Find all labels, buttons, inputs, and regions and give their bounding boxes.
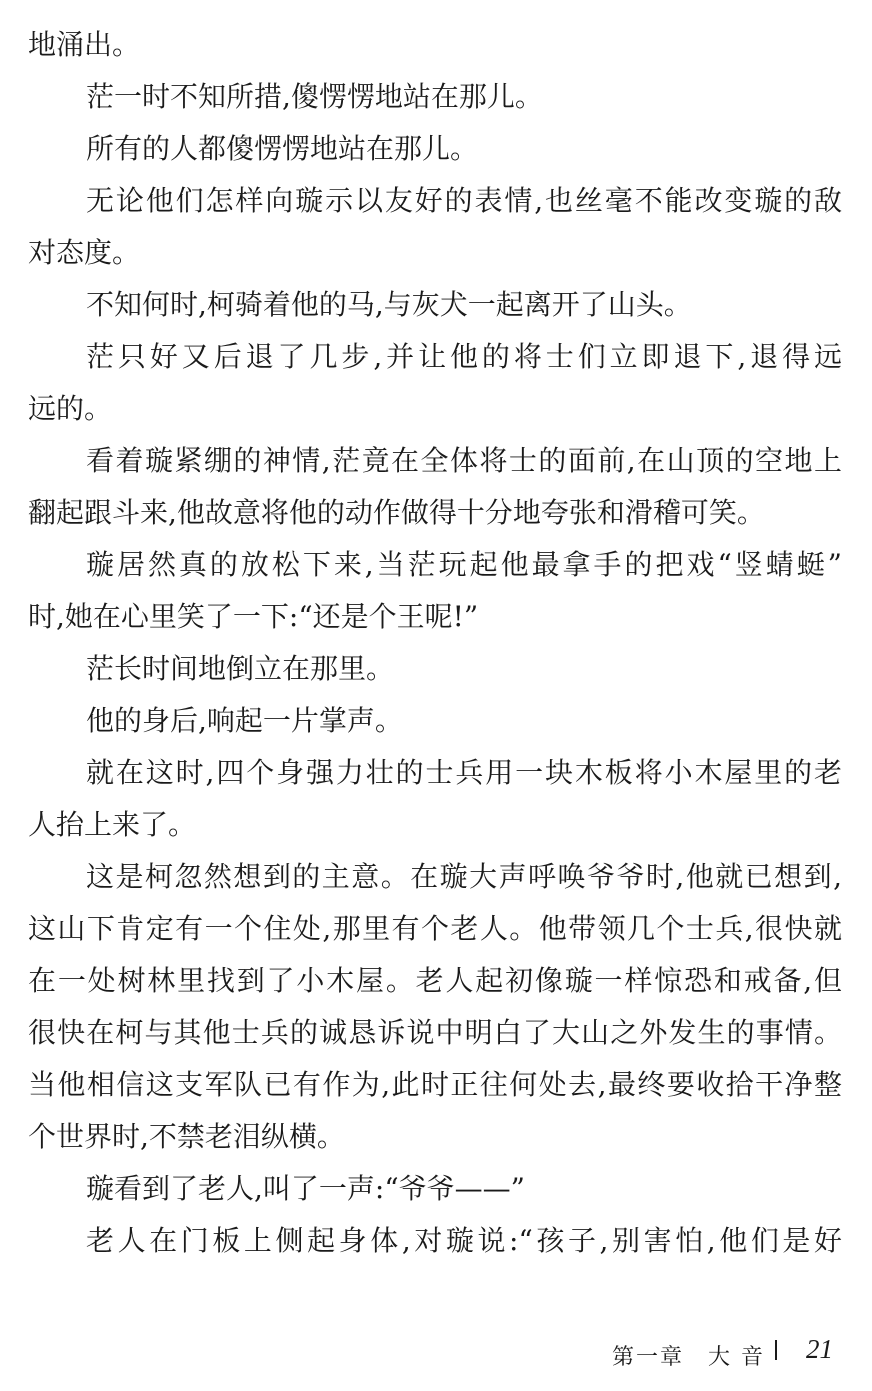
paragraph xyxy=(28,695,842,747)
text-line: 璇看到了老人,叫了一声:“爷爷——” xyxy=(86,1172,525,1205)
paragraph xyxy=(28,539,842,643)
text-line: 他的身后,响起一片掌声。 xyxy=(86,704,403,737)
paragraph xyxy=(28,1163,842,1215)
paragraph xyxy=(28,331,842,435)
text-line: 时,她在心里笑了一下:“还是个王呢!” xyxy=(28,600,479,633)
text-line: 璇居然真的放松下来,当茫玩起他最拿手的把戏“竖蜻蜓” xyxy=(86,548,842,581)
paragraph xyxy=(28,175,842,279)
text-line: 不知何时,柯骑着他的马,与灰犬一起离开了山头。 xyxy=(86,288,692,321)
body-text xyxy=(28,19,842,1267)
page-number: 21 xyxy=(806,1334,833,1364)
text-line: 地涌出。 xyxy=(28,28,141,61)
text-line: 很快在柯与其他士兵的诚恳诉说中明白了大山之外发生的事情。 xyxy=(28,1016,842,1049)
text-line: 这山下肯定有一个住处,那里有个老人。他带领几个士兵,很快就 xyxy=(28,912,842,945)
text-line: 无论他们怎样向璇示以友好的表情,也丝毫不能改变璇的敌 xyxy=(86,184,842,217)
text-line: 对态度。 xyxy=(28,236,141,269)
paragraph xyxy=(28,19,842,71)
paragraph xyxy=(28,1215,842,1267)
text-line: 茫长时间地倒立在那里。 xyxy=(86,652,395,685)
text-line: 远的。 xyxy=(28,392,113,425)
text-line: 就在这时,四个身强力壮的士兵用一块木板将小木屋里的老 xyxy=(86,756,842,789)
paragraph xyxy=(28,123,842,175)
paragraph xyxy=(28,71,842,123)
text-line: 这是柯忽然想到的主意。在璇大声呼唤爷爷时,他就已想到, xyxy=(86,860,842,893)
paragraph xyxy=(28,643,842,695)
text-line: 看着璇紧绷的神情,茫竟在全体将士的面前,在山顶的空地上 xyxy=(86,444,842,477)
text-line: 茫一时不知所措,傻愣愣地站在那儿。 xyxy=(86,80,543,113)
text-line: 个世界时,不禁老泪纵横。 xyxy=(28,1120,345,1153)
text-line: 翻起跟斗来,他故意将他的动作做得十分地夸张和滑稽可笑。 xyxy=(28,496,765,529)
paragraph xyxy=(28,279,842,331)
paragraph xyxy=(28,435,842,539)
paragraph xyxy=(28,851,842,1163)
text-line: 所有的人都傻愣愣地站在那儿。 xyxy=(86,132,479,165)
paragraph xyxy=(28,747,842,851)
running-footer-chapter-title: 第一章 大 音 xyxy=(612,1345,765,1370)
footer-separator xyxy=(775,1340,777,1360)
text-line: 在一处树林里找到了小木屋。老人起初像璇一样惊恐和戒备,但 xyxy=(28,964,842,997)
text-line: 老人在门板上侧起身体,对璇说:“孩子,别害怕,他们是好 xyxy=(86,1224,842,1257)
text-line: 当他相信这支军队已有作为,此时正往何处去,最终要收拾干净整 xyxy=(28,1068,842,1101)
text-line: 茫只好又后退了几步,并让他的将士们立即退下,退得远 xyxy=(86,340,842,373)
page-footer xyxy=(0,1334,872,1370)
text-line: 人抬上来了。 xyxy=(28,808,197,841)
